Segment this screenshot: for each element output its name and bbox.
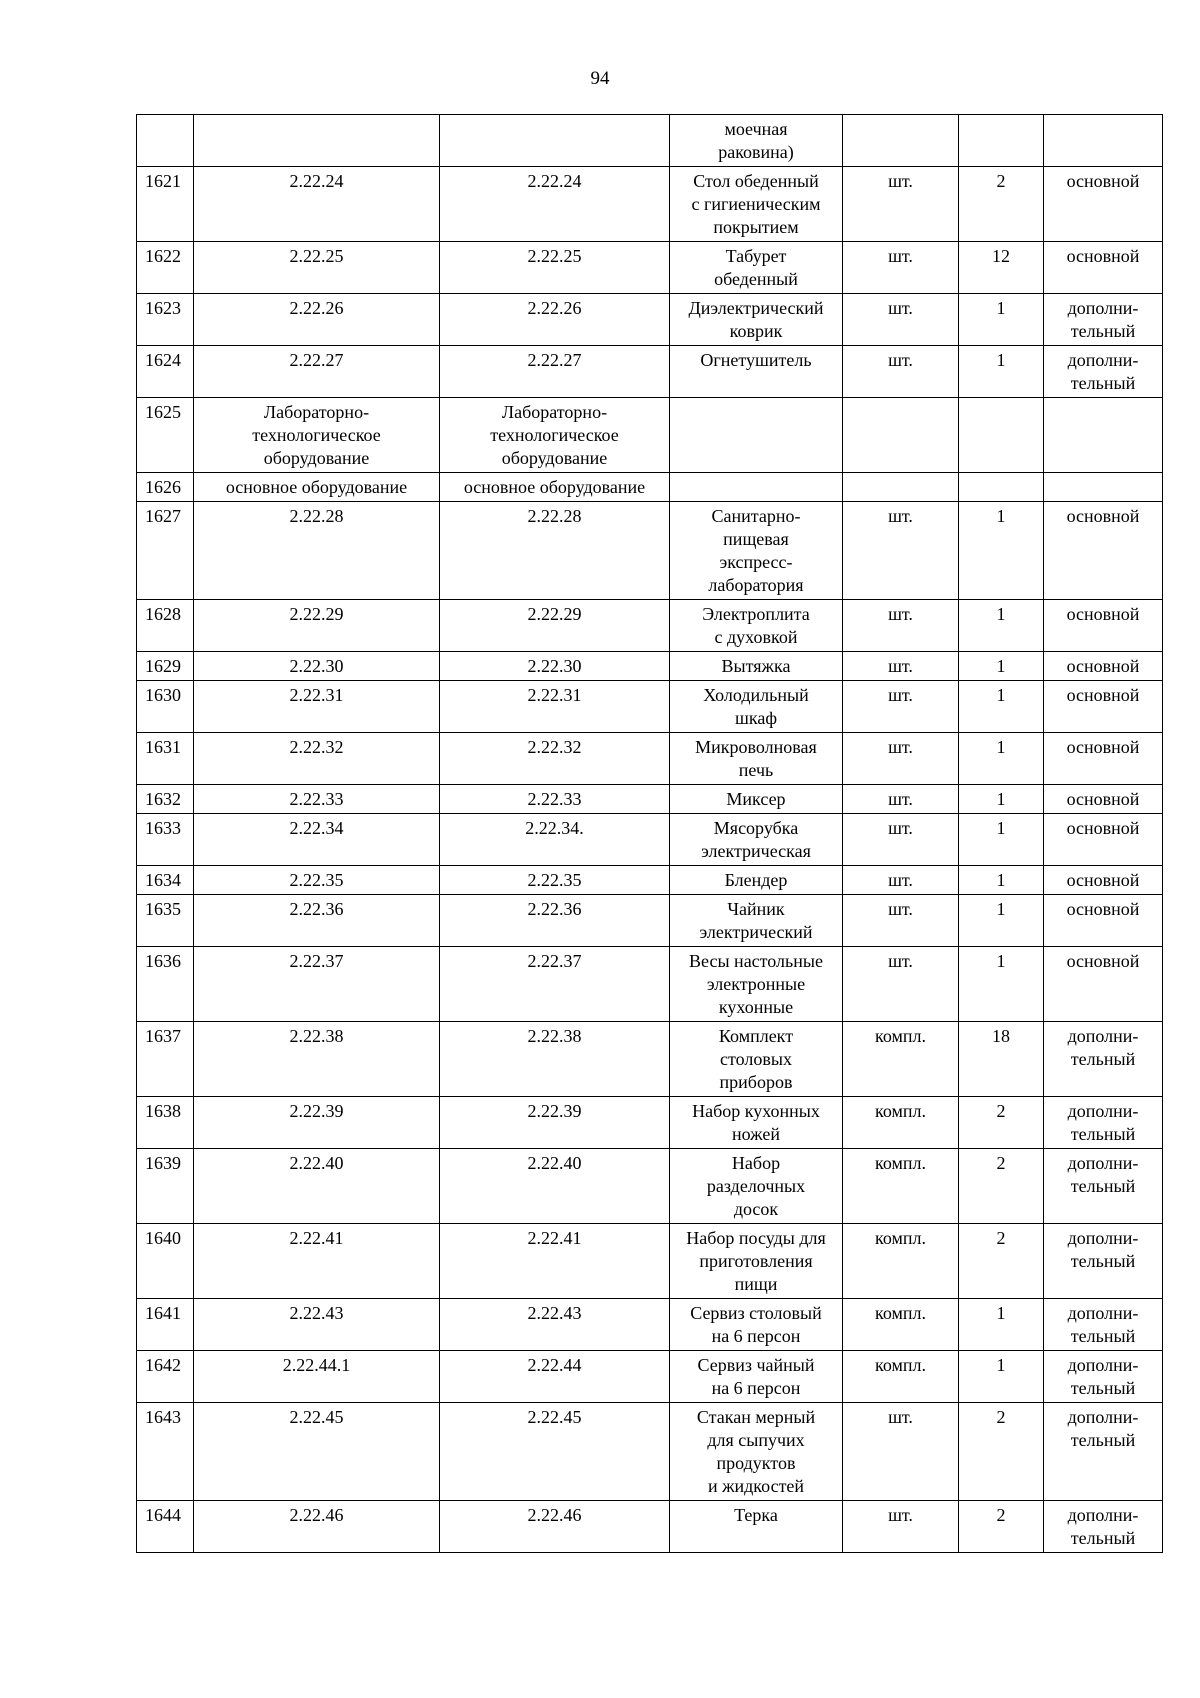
code-cell: 2.22.32 xyxy=(194,733,440,785)
item-name-cell: Диэлектрический коврик xyxy=(670,294,843,346)
table-row xyxy=(137,502,1163,600)
unit-cell: компл. xyxy=(843,1022,959,1097)
row-number-cell: 1629 xyxy=(137,652,194,681)
table-body xyxy=(137,115,1163,1553)
code-cell: 2.22.31 xyxy=(440,681,670,733)
equipment-type-cell: основной xyxy=(1044,167,1163,242)
table-row xyxy=(137,947,1163,1022)
quantity-cell: 1 xyxy=(959,652,1044,681)
page-number: 94 xyxy=(590,68,610,89)
code-cell: 2.22.24 xyxy=(194,167,440,242)
code-cell xyxy=(194,115,440,167)
code-cell: 2.22.29 xyxy=(194,600,440,652)
item-name-cell: Табурет обеденный xyxy=(670,242,843,294)
table-row xyxy=(137,1351,1163,1403)
unit-cell: шт. xyxy=(843,681,959,733)
code-cell: 2.22.46 xyxy=(194,1501,440,1553)
unit-cell: шт. xyxy=(843,814,959,866)
quantity-cell: 1 xyxy=(959,502,1044,600)
equipment-type-cell: основной xyxy=(1044,785,1163,814)
row-number-cell: 1626 xyxy=(137,473,194,502)
equipment-type-cell: основной xyxy=(1044,866,1163,895)
row-number-cell: 1643 xyxy=(137,1403,194,1501)
unit-cell: компл. xyxy=(843,1351,959,1403)
item-name-cell: Вытяжка xyxy=(670,652,843,681)
equipment-type-cell xyxy=(1044,473,1163,502)
unit-cell: шт. xyxy=(843,1501,959,1553)
quantity-cell: 18 xyxy=(959,1022,1044,1097)
equipment-type-cell: дополни- тельный xyxy=(1044,1224,1163,1299)
item-name-cell: Чайник электрический xyxy=(670,895,843,947)
code-cell: 2.22.43 xyxy=(194,1299,440,1351)
item-name-cell xyxy=(670,473,843,502)
table-row xyxy=(137,814,1163,866)
code-cell: 2.22.25 xyxy=(440,242,670,294)
quantity-cell: 1 xyxy=(959,294,1044,346)
code-cell: 2.22.39 xyxy=(194,1097,440,1149)
row-number-cell: 1633 xyxy=(137,814,194,866)
row-number-cell: 1621 xyxy=(137,167,194,242)
item-name-cell: Терка xyxy=(670,1501,843,1553)
item-name-cell: Мясорубка электрическая xyxy=(670,814,843,866)
quantity-cell: 1 xyxy=(959,346,1044,398)
table-row xyxy=(137,895,1163,947)
item-name-cell: Набор разделочных досок xyxy=(670,1149,843,1224)
quantity-cell: 1 xyxy=(959,814,1044,866)
quantity-cell: 2 xyxy=(959,167,1044,242)
unit-cell: шт. xyxy=(843,733,959,785)
unit-cell: шт. xyxy=(843,167,959,242)
quantity-cell: 1 xyxy=(959,866,1044,895)
row-number-cell: 1640 xyxy=(137,1224,194,1299)
row-number-cell: 1638 xyxy=(137,1097,194,1149)
table-row xyxy=(137,1224,1163,1299)
code-cell: 2.22.33 xyxy=(440,785,670,814)
equipment-type-cell: дополни- тельный xyxy=(1044,1022,1163,1097)
equipment-type-cell: основной xyxy=(1044,681,1163,733)
code-cell: основное оборудование xyxy=(440,473,670,502)
code-cell: 2.22.25 xyxy=(194,242,440,294)
code-cell: Лабораторно- технологическое оборудование xyxy=(194,398,440,473)
table-row xyxy=(137,600,1163,652)
item-name-cell: Сервиз столовый на 6 персон xyxy=(670,1299,843,1351)
equipment-table xyxy=(136,114,1163,1553)
row-number-cell: 1635 xyxy=(137,895,194,947)
code-cell: 2.22.33 xyxy=(194,785,440,814)
code-cell: 2.22.31 xyxy=(194,681,440,733)
row-number-cell: 1631 xyxy=(137,733,194,785)
unit-cell: шт. xyxy=(843,947,959,1022)
code-cell: 2.22.41 xyxy=(194,1224,440,1299)
code-cell: основное оборудование xyxy=(194,473,440,502)
quantity-cell: 1 xyxy=(959,1299,1044,1351)
unit-cell: компл. xyxy=(843,1149,959,1224)
equipment-type-cell: основной xyxy=(1044,242,1163,294)
equipment-type-cell: дополни- тельный xyxy=(1044,346,1163,398)
code-cell: 2.22.45 xyxy=(440,1403,670,1501)
row-number-cell: 1625 xyxy=(137,398,194,473)
code-cell: 2.22.40 xyxy=(440,1149,670,1224)
row-number-cell: 1624 xyxy=(137,346,194,398)
table-row xyxy=(137,294,1163,346)
equipment-type-cell: дополни- тельный xyxy=(1044,1097,1163,1149)
item-name-cell: моечная раковина) xyxy=(670,115,843,167)
quantity-cell: 1 xyxy=(959,733,1044,785)
code-cell: 2.22.30 xyxy=(194,652,440,681)
row-number-cell: 1622 xyxy=(137,242,194,294)
unit-cell xyxy=(843,473,959,502)
code-cell: 2.22.24 xyxy=(440,167,670,242)
quantity-cell: 12 xyxy=(959,242,1044,294)
table-row xyxy=(137,681,1163,733)
quantity-cell: 1 xyxy=(959,895,1044,947)
item-name-cell: Холодильный шкаф xyxy=(670,681,843,733)
unit-cell: шт. xyxy=(843,600,959,652)
item-name-cell: Санитарно- пищевая экспресс- лаборатория xyxy=(670,502,843,600)
item-name-cell: Набор посуды для приготовления пищи xyxy=(670,1224,843,1299)
table-row xyxy=(137,167,1163,242)
equipment-type-cell: основной xyxy=(1044,652,1163,681)
code-cell: 2.22.35 xyxy=(194,866,440,895)
code-cell: 2.22.36 xyxy=(440,895,670,947)
item-name-cell: Комплект столовых приборов xyxy=(670,1022,843,1097)
code-cell: 2.22.34 xyxy=(194,814,440,866)
code-cell xyxy=(440,115,670,167)
unit-cell xyxy=(843,115,959,167)
unit-cell: компл. xyxy=(843,1224,959,1299)
quantity-cell: 1 xyxy=(959,600,1044,652)
item-name-cell: Микроволновая печь xyxy=(670,733,843,785)
item-name-cell: Набор кухонных ножей xyxy=(670,1097,843,1149)
unit-cell: шт. xyxy=(843,1403,959,1501)
equipment-type-cell: основной xyxy=(1044,947,1163,1022)
quantity-cell: 1 xyxy=(959,1351,1044,1403)
code-cell: 2.22.41 xyxy=(440,1224,670,1299)
table-row xyxy=(137,1299,1163,1351)
row-number-cell: 1644 xyxy=(137,1501,194,1553)
unit-cell: шт. xyxy=(843,652,959,681)
row-number-cell: 1642 xyxy=(137,1351,194,1403)
code-cell: 2.22.28 xyxy=(194,502,440,600)
equipment-type-cell: дополни- тельный xyxy=(1044,1299,1163,1351)
code-cell: 2.22.26 xyxy=(194,294,440,346)
equipment-type-cell: дополни- тельный xyxy=(1044,1149,1163,1224)
table-row xyxy=(137,866,1163,895)
row-number-cell: 1628 xyxy=(137,600,194,652)
table-row xyxy=(137,1403,1163,1501)
row-number-cell: 1636 xyxy=(137,947,194,1022)
code-cell: 2.22.43 xyxy=(440,1299,670,1351)
quantity-cell: 2 xyxy=(959,1224,1044,1299)
table-row xyxy=(137,652,1163,681)
table-row xyxy=(137,1097,1163,1149)
unit-cell: шт. xyxy=(843,242,959,294)
table-row xyxy=(137,473,1163,502)
table-row xyxy=(137,1149,1163,1224)
quantity-cell: 2 xyxy=(959,1403,1044,1501)
unit-cell: шт. xyxy=(843,866,959,895)
code-cell: Лабораторно- технологическое оборудование xyxy=(440,398,670,473)
row-number-cell xyxy=(137,115,194,167)
unit-cell: шт. xyxy=(843,502,959,600)
code-cell: 2.22.36 xyxy=(194,895,440,947)
item-name-cell: Миксер xyxy=(670,785,843,814)
row-number-cell: 1639 xyxy=(137,1149,194,1224)
code-cell: 2.22.34. xyxy=(440,814,670,866)
row-number-cell: 1637 xyxy=(137,1022,194,1097)
item-name-cell: Весы настольные электронные кухонные xyxy=(670,947,843,1022)
quantity-cell: 1 xyxy=(959,785,1044,814)
unit-cell: шт. xyxy=(843,346,959,398)
row-number-cell: 1623 xyxy=(137,294,194,346)
code-cell: 2.22.26 xyxy=(440,294,670,346)
code-cell: 2.22.27 xyxy=(194,346,440,398)
table-row xyxy=(137,1501,1163,1553)
item-name-cell: Стакан мерный для сыпучих продуктов и жидкостей xyxy=(670,1403,843,1501)
code-cell: 2.22.37 xyxy=(440,947,670,1022)
row-number-cell: 1627 xyxy=(137,502,194,600)
code-cell: 2.22.44 xyxy=(440,1351,670,1403)
code-cell: 2.22.29 xyxy=(440,600,670,652)
table-row xyxy=(137,785,1163,814)
code-cell: 2.22.44.1 xyxy=(194,1351,440,1403)
unit-cell: шт. xyxy=(843,294,959,346)
equipment-type-cell: дополни- тельный xyxy=(1044,1351,1163,1403)
equipment-type-cell xyxy=(1044,115,1163,167)
code-cell: 2.22.30 xyxy=(440,652,670,681)
table-row xyxy=(137,346,1163,398)
equipment-type-cell: основной xyxy=(1044,814,1163,866)
equipment-type-cell: основной xyxy=(1044,600,1163,652)
code-cell: 2.22.28 xyxy=(440,502,670,600)
code-cell: 2.22.45 xyxy=(194,1403,440,1501)
unit-cell: шт. xyxy=(843,895,959,947)
code-cell: 2.22.32 xyxy=(440,733,670,785)
item-name-cell: Стол обеденный с гигиеническим покрытием xyxy=(670,167,843,242)
equipment-type-cell: дополни- тельный xyxy=(1044,1403,1163,1501)
quantity-cell: 1 xyxy=(959,681,1044,733)
code-cell: 2.22.40 xyxy=(194,1149,440,1224)
code-cell: 2.22.38 xyxy=(194,1022,440,1097)
equipment-type-cell: дополни- тельный xyxy=(1044,294,1163,346)
code-cell: 2.22.39 xyxy=(440,1097,670,1149)
equipment-type-cell xyxy=(1044,398,1163,473)
unit-cell: компл. xyxy=(843,1299,959,1351)
row-number-cell: 1634 xyxy=(137,866,194,895)
equipment-type-cell: дополни- тельный xyxy=(1044,1501,1163,1553)
quantity-cell: 2 xyxy=(959,1097,1044,1149)
code-cell: 2.22.27 xyxy=(440,346,670,398)
item-name-cell: Электроплита с духовкой xyxy=(670,600,843,652)
code-cell: 2.22.38 xyxy=(440,1022,670,1097)
table-row xyxy=(137,733,1163,785)
quantity-cell: 2 xyxy=(959,1149,1044,1224)
equipment-type-cell: основной xyxy=(1044,895,1163,947)
item-name-cell xyxy=(670,398,843,473)
table-row xyxy=(137,398,1163,473)
equipment-type-cell: основной xyxy=(1044,502,1163,600)
row-number-cell: 1641 xyxy=(137,1299,194,1351)
unit-cell: шт. xyxy=(843,785,959,814)
unit-cell: компл. xyxy=(843,1097,959,1149)
quantity-cell: 2 xyxy=(959,1501,1044,1553)
table-row xyxy=(137,242,1163,294)
table-row xyxy=(137,115,1163,167)
item-name-cell: Огнетушитель xyxy=(670,346,843,398)
quantity-cell xyxy=(959,398,1044,473)
equipment-type-cell: основной xyxy=(1044,733,1163,785)
code-cell: 2.22.35 xyxy=(440,866,670,895)
quantity-cell: 1 xyxy=(959,947,1044,1022)
code-cell: 2.22.46 xyxy=(440,1501,670,1553)
quantity-cell xyxy=(959,115,1044,167)
table-row xyxy=(137,1022,1163,1097)
item-name-cell: Сервиз чайный на 6 персон xyxy=(670,1351,843,1403)
code-cell: 2.22.37 xyxy=(194,947,440,1022)
row-number-cell: 1632 xyxy=(137,785,194,814)
row-number-cell: 1630 xyxy=(137,681,194,733)
item-name-cell: Блендер xyxy=(670,866,843,895)
unit-cell xyxy=(843,398,959,473)
quantity-cell xyxy=(959,473,1044,502)
